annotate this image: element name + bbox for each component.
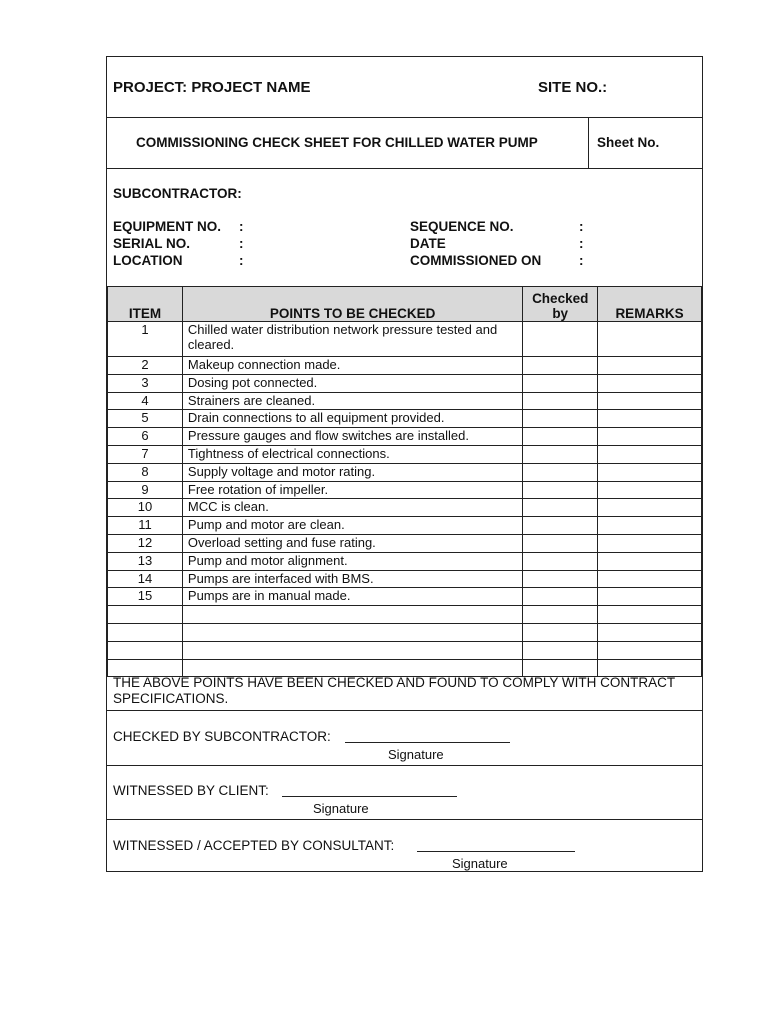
sheet-no-label: Sheet No.: [597, 135, 660, 150]
signature-caption: Signature: [452, 856, 508, 871]
remarks-cell[interactable]: [598, 623, 702, 641]
table-row: [108, 357, 702, 375]
check-point: Free rotation of impeller.: [182, 481, 522, 499]
remarks-cell[interactable]: [598, 534, 702, 552]
divider: [107, 117, 702, 118]
table-row: [108, 588, 702, 606]
table-row-blank: [108, 641, 702, 659]
header-checked-by: [523, 287, 598, 322]
checked-by-cell[interactable]: [523, 570, 598, 588]
table-row: [108, 570, 702, 588]
colon: :: [239, 219, 244, 234]
item-number: 12: [108, 534, 183, 552]
check-point: Chilled water distribution network pressure tested and cleared.: [182, 322, 522, 357]
checked-by-cell[interactable]: [523, 374, 598, 392]
check-point: Pumps are in manual made.: [182, 588, 522, 606]
header-item: ITEM: [108, 287, 183, 322]
remarks-cell[interactable]: [598, 428, 702, 446]
divider: [107, 765, 702, 766]
table-row: [108, 392, 702, 410]
check-point: Dosing pot connected.: [182, 374, 522, 392]
signature-line[interactable]: [282, 796, 457, 797]
table-row: [108, 463, 702, 481]
item-number: 4: [108, 392, 183, 410]
checked-by-cell[interactable]: [523, 322, 598, 357]
checked-by-cell[interactable]: [523, 552, 598, 570]
checked-by-cell[interactable]: [523, 534, 598, 552]
signature-line[interactable]: [417, 851, 575, 852]
check-point: Makeup connection made.: [182, 357, 522, 375]
check-point: Pump and motor are clean.: [182, 517, 522, 535]
divider: [107, 168, 702, 169]
checked-by-cell[interactable]: [523, 428, 598, 446]
remarks-cell[interactable]: [598, 374, 702, 392]
colon: :: [239, 253, 244, 268]
checked-by-cell[interactable]: [523, 463, 598, 481]
remarks-cell[interactable]: [598, 410, 702, 428]
item-number: 2: [108, 357, 183, 375]
table-row: [108, 410, 702, 428]
serial-no-label: SERIAL NO.: [113, 236, 191, 251]
table-header-row: [108, 287, 702, 322]
checked-by-cell[interactable]: [523, 623, 598, 641]
checked-by-cell[interactable]: [523, 392, 598, 410]
check-point[interactable]: [182, 641, 522, 659]
item-number: 5: [108, 410, 183, 428]
item-number: 14: [108, 570, 183, 588]
date-label: DATE: [410, 236, 446, 251]
check-point: Pump and motor alignment.: [182, 552, 522, 570]
table-row: [108, 552, 702, 570]
remarks-cell[interactable]: [598, 641, 702, 659]
equipment-no-label: EQUIPMENT NO.: [113, 219, 222, 234]
checklist-table: [107, 286, 702, 677]
check-point: Drain connections to all equipment provided.: [182, 410, 522, 428]
colon: :: [579, 253, 584, 268]
checked-by-cell[interactable]: [523, 499, 598, 517]
item-number: 1: [108, 322, 183, 357]
remarks-cell[interactable]: [598, 357, 702, 375]
table-row: [108, 445, 702, 463]
signature-line[interactable]: [345, 742, 510, 743]
remarks-cell[interactable]: [598, 588, 702, 606]
table-row: [108, 517, 702, 535]
remarks-cell[interactable]: [598, 322, 702, 357]
check-point: MCC is clean.: [182, 499, 522, 517]
table-row-blank: [108, 623, 702, 641]
checked-by-cell[interactable]: [523, 641, 598, 659]
header-checked-by-line2: by: [552, 306, 569, 321]
check-sheet: [106, 56, 703, 872]
table-row: [108, 481, 702, 499]
check-point: Strainers are cleaned.: [182, 392, 522, 410]
signature-caption: Signature: [388, 747, 444, 762]
colon: :: [579, 236, 584, 251]
check-point[interactable]: [182, 623, 522, 641]
commissioned-on-label: COMMISSIONED ON: [410, 253, 542, 268]
checked-by-cell[interactable]: [523, 357, 598, 375]
item-number: 10: [108, 499, 183, 517]
check-point: Supply voltage and motor rating.: [182, 463, 522, 481]
item-number: 3: [108, 374, 183, 392]
check-point: Pumps are interfaced with BMS.: [182, 570, 522, 588]
remarks-cell[interactable]: [598, 463, 702, 481]
check-point: Tightness of electrical connections.: [182, 445, 522, 463]
table-row: [108, 428, 702, 446]
checked-by-cell[interactable]: [523, 410, 598, 428]
checked-by-cell[interactable]: [523, 588, 598, 606]
header-checked-by-line1: Checked: [532, 291, 589, 306]
check-point: Overload setting and fuse rating.: [182, 534, 522, 552]
check-point[interactable]: [182, 606, 522, 624]
checked-by-cell[interactable]: [523, 481, 598, 499]
checked-by-cell[interactable]: [523, 517, 598, 535]
colon: :: [579, 219, 584, 234]
remarks-cell[interactable]: [598, 570, 702, 588]
item-number[interactable]: [108, 641, 183, 659]
table-row: [108, 534, 702, 552]
item-number: 8: [108, 463, 183, 481]
remarks-cell[interactable]: [598, 552, 702, 570]
colon: :: [239, 236, 244, 251]
divider: [107, 819, 702, 820]
item-number: 13: [108, 552, 183, 570]
item-number: 7: [108, 445, 183, 463]
location-label: LOCATION: [113, 253, 183, 268]
header-remarks: REMARKS: [598, 287, 702, 322]
sequence-no-label: SEQUENCE NO.: [410, 219, 514, 234]
header-points: POINTS TO BE CHECKED: [182, 287, 522, 322]
check-point: Pressure gauges and flow switches are installed.: [182, 428, 522, 446]
table-row: [108, 322, 702, 357]
remarks-cell[interactable]: [598, 445, 702, 463]
item-number: 6: [108, 428, 183, 446]
item-number[interactable]: [108, 623, 183, 641]
site-no-label: SITE NO.:: [538, 79, 608, 96]
subcontractor-label: SUBCONTRACTOR:: [113, 186, 242, 201]
witnessed-by-consultant-label: WITNESSED / ACCEPTED BY CONSULTANT:: [113, 838, 395, 853]
compliance-statement: THE ABOVE POINTS HAVE BEEN CHECKED AND FOUND TO COMPLY WITH CONTRACT SPECIFICATIONS.: [113, 675, 675, 706]
project-label: PROJECT: PROJECT NAME: [113, 79, 311, 96]
remarks-cell[interactable]: [598, 606, 702, 624]
table-row: [108, 374, 702, 392]
divider: [107, 710, 702, 711]
remarks-cell[interactable]: [598, 392, 702, 410]
signature-caption: Signature: [313, 801, 369, 816]
item-number[interactable]: [108, 606, 183, 624]
remarks-cell[interactable]: [598, 517, 702, 535]
item-number: 15: [108, 588, 183, 606]
checked-by-cell[interactable]: [523, 445, 598, 463]
item-number: 11: [108, 517, 183, 535]
table-row-blank: [108, 606, 702, 624]
table-row: [108, 499, 702, 517]
checked-by-subcontractor-label: CHECKED BY SUBCONTRACTOR:: [113, 729, 331, 744]
remarks-cell[interactable]: [598, 499, 702, 517]
checked-by-cell[interactable]: [523, 606, 598, 624]
item-number: 9: [108, 481, 183, 499]
remarks-cell[interactable]: [598, 481, 702, 499]
divider: [588, 117, 589, 168]
witnessed-by-client-label: WITNESSED BY CLIENT:: [113, 783, 269, 798]
sheet-title: COMMISSIONING CHECK SHEET FOR CHILLED WATER PUMP: [136, 135, 538, 150]
